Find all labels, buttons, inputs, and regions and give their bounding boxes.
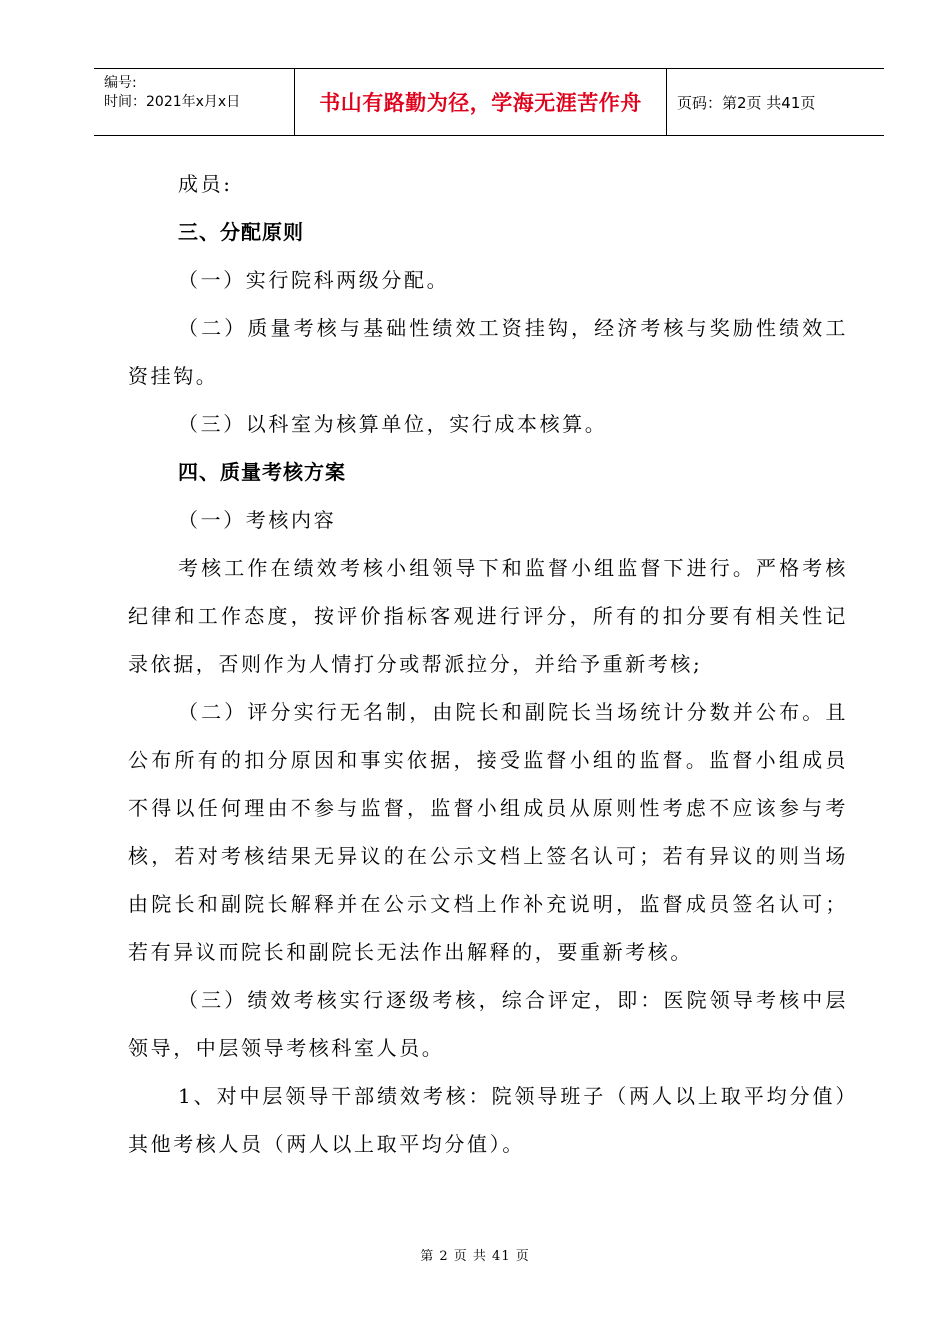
paragraph: 考核工作在绩效考核小组领导下和监督小组监督下进行。严格考核纪律和工作态度，按评价指标客观进行评分，所有的扣分要有相关性记录依据，否则作为人情打分或帮派拉分，并给予重新考核; bbox=[128, 556, 848, 676]
paragraph: 1、对中层领导干部绩效考核：院领导班子（两人以上取平均分值）其他考核人员（两人以上取平均分值）。 bbox=[128, 1084, 848, 1156]
page-footer: 第 2 页 共 41 页 bbox=[420, 1249, 530, 1264]
section-heading: 三、分配原则 bbox=[178, 220, 304, 244]
number-label: 编号: bbox=[104, 75, 137, 91]
document-body bbox=[128, 160, 848, 1168]
paragraph: （二）评分实行无名制，由院长和副院长当场统计分数并公布。且公布所有的扣分原因和事实依据，接受监督小组的监督。监督小组成员不得以任何理由不参与监督，监督小组成员从原则性考虑不应该参与考核，若对考核结果无异议的在公示文档上签名认可；若有异议的则当场由院长和副院长解释并在公示文档上作补充说明，监督成员签名认可；若有异议而院长和副院长无法作出解释的，要重新考核。 bbox=[128, 700, 848, 964]
paragraph: 成员: bbox=[178, 172, 233, 196]
paragraph: （二）质量考核与基础性绩效工资挂钩，经济考核与奖励性绩效工资挂钩。 bbox=[128, 316, 848, 388]
header-page-cell bbox=[667, 69, 884, 135]
paragraph: （三）以科室为核算单位，实行成本核算。 bbox=[178, 412, 608, 436]
time-label: 时间：2021年x月x日 bbox=[104, 94, 241, 110]
paragraph: （一）考核内容 bbox=[178, 508, 337, 532]
header-motto-cell bbox=[295, 69, 667, 135]
header-meta-cell bbox=[94, 69, 295, 135]
motto-text: 书山有路勤为径，学海无涯苦作舟 bbox=[319, 91, 642, 115]
paragraph: （三）绩效考核实行逐级考核，综合评定，即：医院领导考核中层领导，中层领导考核科室人员。 bbox=[128, 988, 848, 1060]
page-header bbox=[94, 68, 884, 136]
section-heading: 四、质量考核方案 bbox=[178, 460, 346, 484]
paragraph: （一）实行院科两级分配。 bbox=[178, 268, 450, 292]
page-code: 页码：第2页 共41页 bbox=[677, 93, 816, 112]
